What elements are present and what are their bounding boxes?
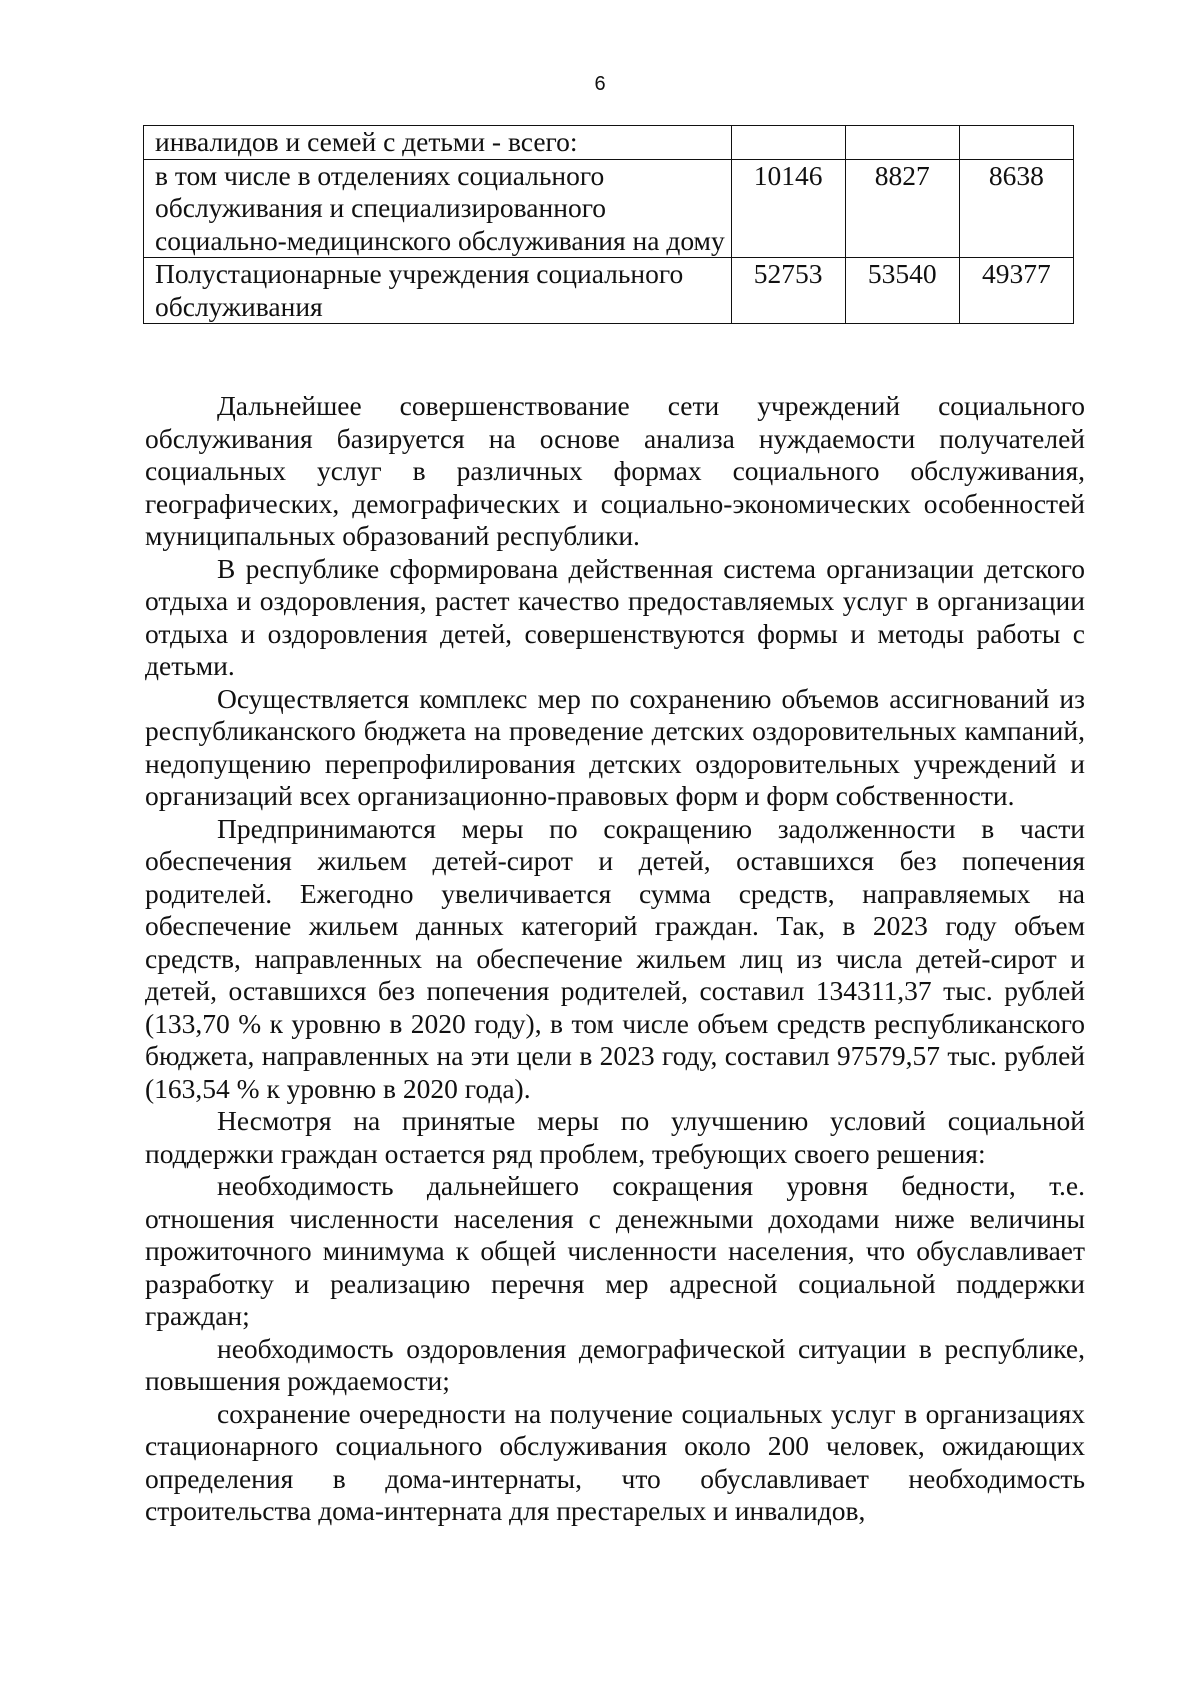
table-cell-value: 49377	[959, 258, 1073, 324]
table-cell-value: 8827	[845, 159, 959, 258]
paragraph: сохранение очередности на получение социальных услуг в организациях стационарного социального обслуживания около 200 человек, ожидающих определения в дома-интернаты, что обуславливает необходимость строительства дома-интерната для престарелых и инвалидов,	[145, 1397, 1085, 1526]
paragraph: Осуществляется комплекс мер по сохранению объемов ассигнований из республиканского бюджета на проведение детских оздоровительных кампаний, недопущению перепрофилирования детских оздоровительных учреждений и организаций всех организационно-правовых форм и форм собственности.	[145, 682, 1085, 811]
table-cell-value	[845, 126, 959, 160]
paragraph: Несмотря на принятые меры по улучшению условий социальной поддержки граждан остается ряд проблем, требующих своего решения:	[145, 1105, 1085, 1169]
table-cell-value: 10146	[731, 159, 845, 258]
paragraph: необходимость дальнейшего сокращения уровня бедности, т.е. отношения численности населения с денежными доходами ниже величины прожиточного минимума к общей численности населения, что обуславливает разработку и реализацию перечня мер адресной социальной поддержки граждан;	[145, 1170, 1085, 1331]
statistics-table	[143, 125, 1074, 324]
paragraph: В республике сформирована действенная система организации детского отдыха и оздоровления, растет качество предоставляемых услуг в организации отдыха и оздоровления детей, совершенствуются формы и методы работы с детьми.	[145, 552, 1085, 681]
table-cell-value	[731, 126, 845, 160]
table-cell-value: 53540	[845, 258, 959, 324]
paragraph: необходимость оздоровления демографической ситуации в республике, повышения рождаемости;	[145, 1332, 1085, 1396]
page-number: 6	[594, 73, 606, 95]
document-body	[145, 390, 1085, 1528]
table-row-label: Полустационарные учреждения социального обслуживания	[144, 258, 732, 324]
table-row-label: в том числе в отделениях социального обслуживания и специализированного социально-медицинского обслуживания на дому	[144, 159, 732, 258]
table-row	[144, 258, 1074, 324]
table-row	[144, 126, 1074, 160]
paragraph: Предпринимаются меры по сокращению задолженности в части обеспечения жильем детей-сирот и детей, оставшихся без попечения родителей. Ежегодно увеличивается сумма средств, направляемых на обеспечение жильем данных категорий граждан. Так, в 2023 году объем средств, направленных на обеспечение жильем лиц из числа детей-сирот и детей, оставшихся без попечения родителей, составил 134311,37 тыс. рублей (133,70 % к уровню в 2020 году), в том числе объем средств республиканского бюджета, направленных на эти цели в 2023 году, составил 97579,57 тыс. рублей (163,54 % к уровню в 2020 года).	[145, 812, 1085, 1104]
table-cell-value: 8638	[959, 159, 1073, 258]
table-row	[144, 159, 1074, 258]
paragraph: Дальнейшее совершенствование сети учреждений социального обслуживания базируется на основе анализа нуждаемости получателей социальных услуг в различных формах социального обслуживания, географических, демографических и социально-экономических особенностей муниципальных образований республики.	[145, 390, 1085, 551]
table-row-label: инвалидов и семей с детьми - всего:	[144, 126, 732, 160]
table-cell-value	[959, 126, 1073, 160]
table-cell-value: 52753	[731, 258, 845, 324]
